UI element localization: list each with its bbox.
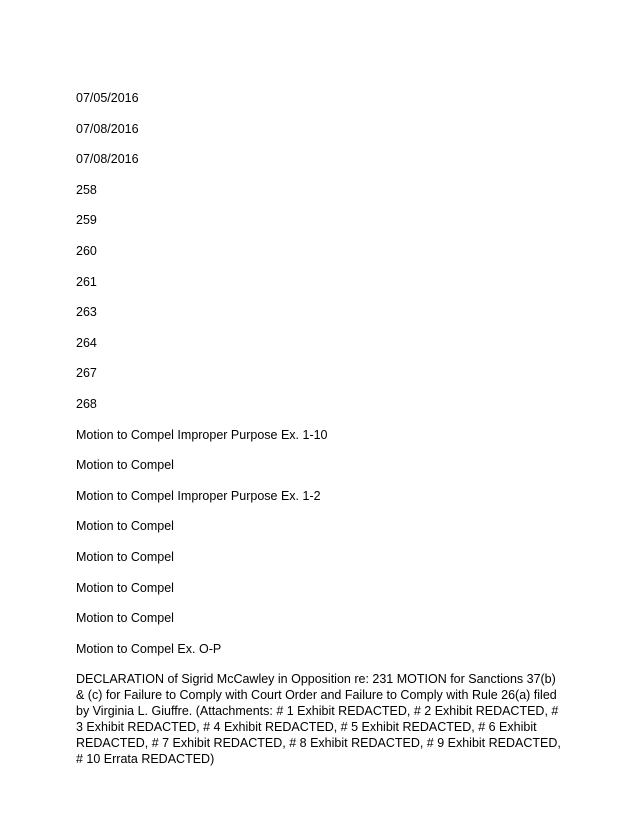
entry-date-2: 07/08/2016 [76, 121, 139, 136]
entry-number-260: 260 [76, 243, 97, 258]
entry-number-259: 259 [76, 213, 97, 228]
entry-number-267: 267 [76, 366, 97, 381]
entry-number-258: 258 [76, 182, 97, 197]
entry-date-3: 07/08/2016 [76, 152, 139, 167]
entry-number-264: 264 [76, 335, 97, 350]
entry-description-3: Motion to Compel Improper Purpose Ex. 1-2 [76, 488, 321, 503]
entry-description-2: Motion to Compel [76, 458, 174, 473]
entry-description-7: Motion to Compel [76, 611, 174, 626]
entry-description-1: Motion to Compel Improper Purpose Ex. 1-10 [76, 427, 328, 442]
entry-number-268: 268 [76, 396, 97, 411]
entry-number-263: 263 [76, 305, 97, 320]
entry-description-6: Motion to Compel [76, 580, 174, 595]
entry-description-5: Motion to Compel [76, 549, 174, 564]
entry-description-4: Motion to Compel [76, 519, 174, 534]
entry-description-8: Motion to Compel Ex. O-P [76, 641, 222, 656]
entry-date-1: 07/05/2016 [76, 91, 139, 105]
declaration-paragraph: DECLARATION of Sigrid McCawley in Opposition re: 231 MOTION for Sanctions 37(b) & (c) for Failure to Comply with Court Order and Failure to Comply with Rule 26(a) filed by Virginia L. Giuffre. (Attachments: # 1 Exhibit REDACTED, # 2 Exhibit REDACTED, # 3 Exhibit REDACTED, # 4 Exhibit REDACTED, # 5 Exhibit REDACTED, # 6 Exhibit REDACTED, # 7 Exhibit REDACTED, # 8 Exhibit REDACTED, # 9 Exhibit REDACTED, # 10 Errata REDACTED) [76, 672, 561, 767]
entry-number-261: 261 [76, 274, 97, 289]
